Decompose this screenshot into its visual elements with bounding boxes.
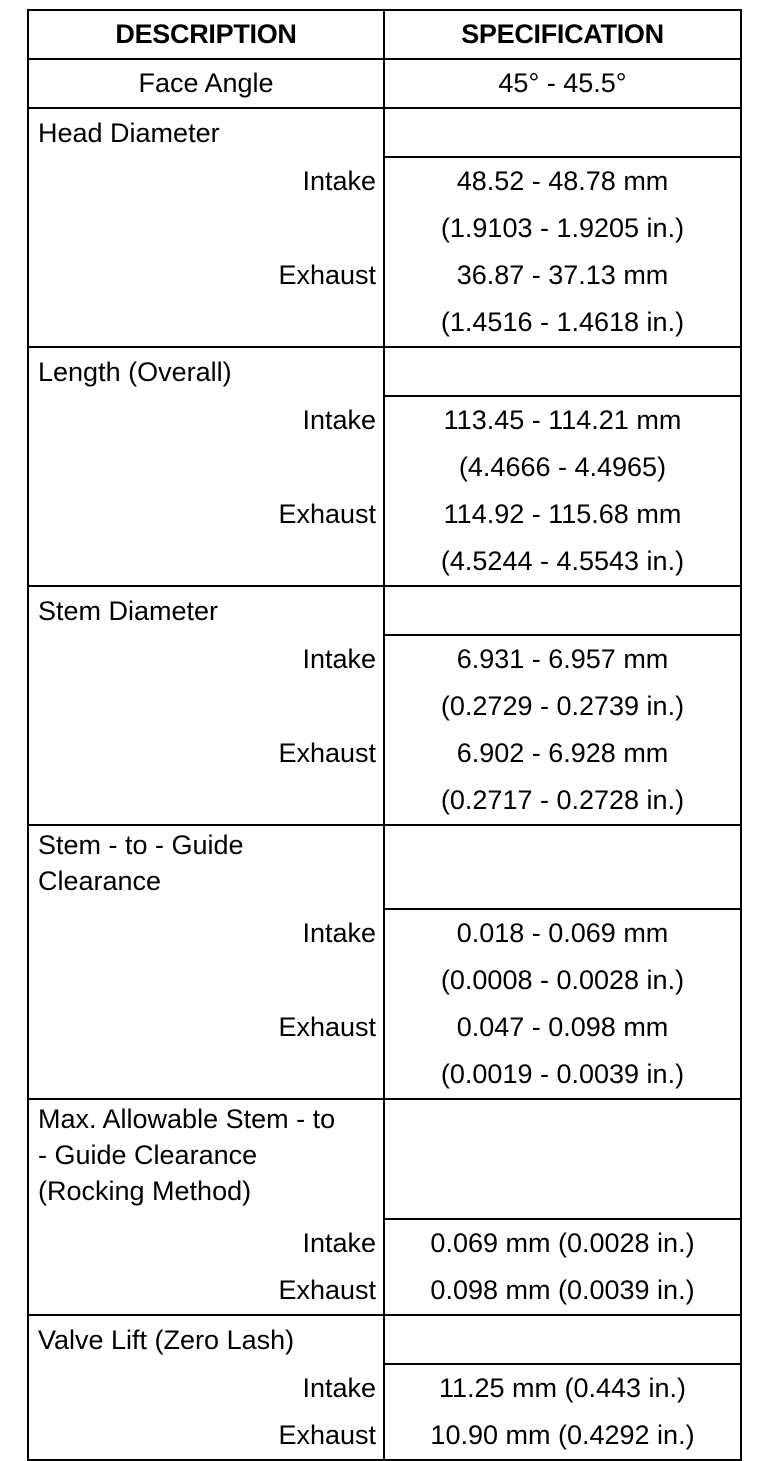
item-value: 48.52 - 48.78 mm [384,157,741,205]
spec-row [28,1219,741,1267]
group-title-spec-blank [384,825,741,909]
group-title-spec-blank [384,108,741,157]
item-value: 11.25 mm (0.443 in.) [384,1364,741,1412]
spec-row [28,909,741,957]
group-title [28,108,384,157]
specification-header: SPECIFICATION [384,10,741,59]
item-value: (0.0008 - 0.0028 in.) [384,957,741,1004]
group-title-line: Head Diameter [38,117,220,148]
spec-row [28,252,741,299]
spec-row [28,205,741,252]
item-label-blank [28,1051,384,1099]
spec-row [28,444,741,491]
spec-row [28,1412,741,1460]
item-value: 36.87 - 37.13 mm [384,252,741,299]
group-title-line: - Guide Clearance [38,1140,258,1170]
group-title-row [28,108,741,157]
spec-row [28,157,741,205]
item-value: 10.90 mm (0.4292 in.) [384,1412,741,1460]
group-title-line: (Rocking Method) [38,1176,252,1206]
spec-row [28,683,741,730]
item-label-blank [28,538,384,586]
item-value: (4.4666 - 4.4965) [384,444,741,491]
item-label: Exhaust [28,252,384,299]
item-value: (4.5244 - 4.5543 in.) [384,538,741,586]
item-label: Intake [28,157,384,205]
group-title [28,1099,384,1219]
group-title-row [28,825,741,909]
item-value: 0.098 mm (0.0039 in.) [384,1267,741,1315]
group-title [28,586,384,635]
spec-row [28,1267,741,1315]
group-title-row [28,347,741,396]
item-value: 113.45 - 114.21 mm [384,396,741,444]
group-title-spec-blank [384,1315,741,1364]
group-title-line: Max. Allowable Stem - to [38,1104,336,1134]
item-label: Intake [28,909,384,957]
item-label: Intake [28,1364,384,1412]
spec-row [28,491,741,538]
item-label-blank [28,444,384,491]
item-label: Intake [28,635,384,683]
spec-row [28,396,741,444]
group-title [28,825,384,909]
spec-row [28,1004,741,1051]
item-value: 6.902 - 6.928 mm [384,730,741,777]
spec-row [28,730,741,777]
group-title-line: Stem Diameter [38,595,219,626]
item-label-blank [28,777,384,825]
spec-row [28,777,741,825]
table-header [28,10,741,59]
item-label: Exhaust [28,1267,384,1315]
spec-row [28,299,741,347]
item-label: Exhaust [28,1004,384,1051]
group-title [28,347,384,396]
item-label: Intake [28,396,384,444]
group-title-spec-blank [384,586,741,635]
spec-row [28,538,741,586]
item-label-blank [28,957,384,1004]
group-title [28,1315,384,1364]
valve-spec-table [27,9,742,1461]
face-angle-row [28,59,741,108]
spec-row [28,1364,741,1412]
group-title-row [28,586,741,635]
item-label-blank [28,683,384,730]
item-value: 0.018 - 0.069 mm [384,909,741,957]
description-header: DESCRIPTION [28,10,384,59]
spec-row [28,957,741,1004]
item-label: Exhaust [28,491,384,538]
item-value: (0.2729 - 0.2739 in.) [384,683,741,730]
item-label: Intake [28,1219,384,1267]
group-title-line: Valve Lift (Zero Lash) [38,1324,295,1355]
item-value: 0.047 - 0.098 mm [384,1004,741,1051]
item-value: 6.931 - 6.957 mm [384,635,741,683]
header-row [28,10,741,59]
item-label: Exhaust [28,1412,384,1460]
spec-row [28,635,741,683]
item-label-blank [28,205,384,252]
face-angle-label: Face Angle [28,59,384,108]
item-label-blank [28,299,384,347]
item-label: Exhaust [28,730,384,777]
face-angle-value: 45° - 45.5° [384,59,741,108]
group-title-line: Clearance [38,866,162,896]
group-title-line: Length (Overall) [38,356,232,387]
group-title-row [28,1099,741,1219]
table-body [28,59,741,1460]
item-value: (1.4516 - 1.4618 in.) [384,299,741,347]
group-title-row [28,1315,741,1364]
item-value: (0.2717 - 0.2728 in.) [384,777,741,825]
item-value: (1.9103 - 1.9205 in.) [384,205,741,252]
item-value: 0.069 mm (0.0028 in.) [384,1219,741,1267]
group-title-line: Stem - to - Guide [38,830,244,860]
group-title-spec-blank [384,347,741,396]
item-value: 114.92 - 115.68 mm [384,491,741,538]
group-title-spec-blank [384,1099,741,1219]
item-value: (0.0019 - 0.0039 in.) [384,1051,741,1099]
spec-row [28,1051,741,1099]
